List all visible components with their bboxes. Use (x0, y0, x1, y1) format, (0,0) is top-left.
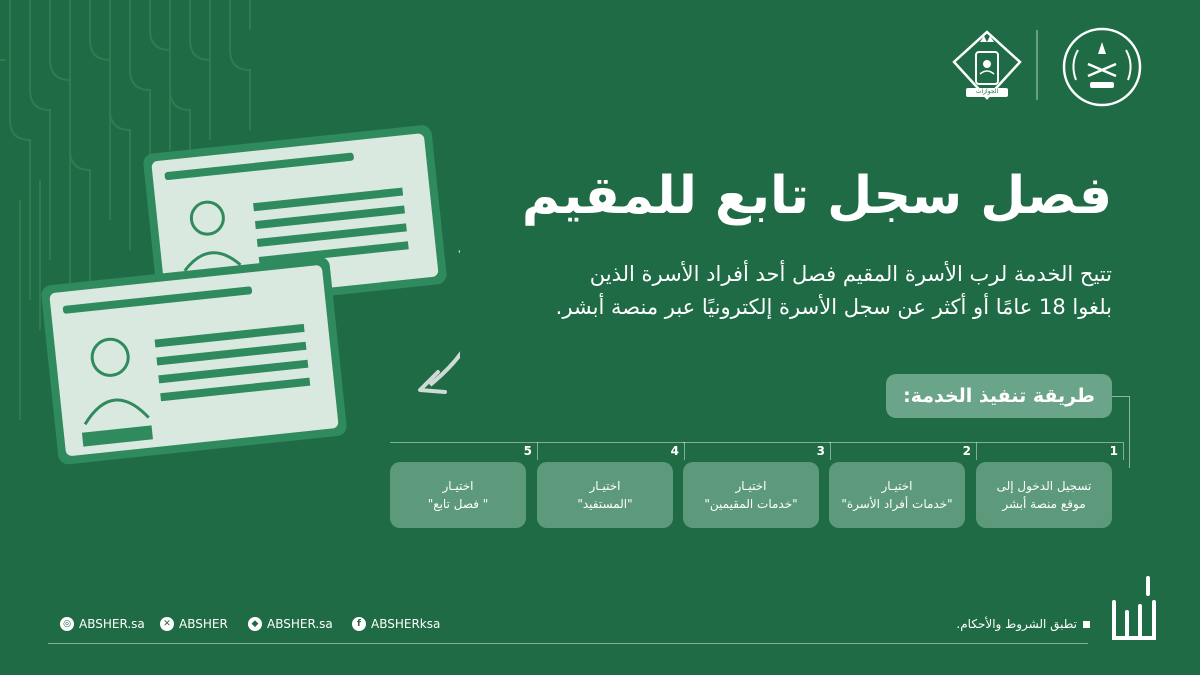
description-line-2: بلغوا 18 عامًا أو أكثر عن سجل الأسرة إلكترونيًا عبر منصة أبشر. (555, 294, 1112, 319)
service-description (472, 258, 1112, 323)
step-4 (537, 442, 685, 528)
step-box (683, 462, 819, 528)
step-connector (537, 442, 685, 460)
step-connector (976, 442, 1124, 460)
step-number: 4 (670, 444, 679, 458)
absher-logo-text (1100, 650, 1170, 659)
step-number: 3 (816, 444, 825, 458)
x-icon: ✕ (160, 617, 174, 631)
step-line-2: موقع منصة أبشر (1002, 497, 1086, 511)
step-line-1: اختيـار (589, 479, 621, 493)
bullet-icon (1083, 621, 1090, 628)
step-number: 1 (1109, 444, 1118, 458)
step-box (976, 462, 1112, 528)
step-line-1: اختيـار (735, 479, 767, 493)
step-number: 2 (962, 444, 971, 458)
step-connector (829, 442, 977, 460)
step-1 (976, 442, 1124, 528)
snapchat-icon: ◆ (248, 617, 262, 631)
step-line-2: "المستفيد" (577, 497, 633, 511)
step-connector (683, 442, 831, 460)
step-5 (390, 442, 538, 528)
page-title: فصل سجل تابع للمقيم (521, 166, 1112, 226)
step-connector (390, 442, 538, 460)
step-line-1: تسجيل الدخول إلى (996, 479, 1092, 493)
step-box (537, 462, 673, 528)
absher-logo-icon (1108, 572, 1160, 652)
social-label: ABSHERksa (371, 617, 441, 631)
logo-divider (1036, 30, 1038, 100)
social-label: ABSHER.sa (267, 617, 333, 631)
passports-emblem-icon (944, 22, 1030, 108)
social-facebook-link[interactable] (352, 617, 440, 631)
social-label: ABSHER.sa (79, 617, 145, 631)
service-method-title: طريقة تنفيذ الخدمة: (886, 374, 1112, 418)
step-line-1: اختيـار (881, 479, 913, 493)
step-line-2: "خدمات أفراد الأسرة" (841, 497, 953, 511)
step-box (390, 462, 526, 528)
globe-icon: ◎ (60, 617, 74, 631)
ministry-of-interior-emblem-icon (1056, 24, 1148, 110)
step-line-2: "خدمات المقيمين" (704, 497, 798, 511)
step-2 (829, 442, 977, 528)
step-number: 5 (523, 444, 532, 458)
government-logos (944, 22, 1164, 112)
social-website-link[interactable] (60, 617, 145, 631)
social-label: ABSHER (179, 617, 228, 631)
terms-text: تطبق الشروط والأحكام. (956, 617, 1077, 631)
description-line-1: تتيح الخدمة لرب الأسرة المقيم فصل أحد أفراد الأسرة الذين (589, 262, 1112, 286)
passports-logo-text: الجوازات (975, 88, 999, 95)
footer-divider (48, 643, 1088, 644)
terms-notice (956, 617, 1090, 631)
step-line-2: " فصل تابع" (427, 497, 489, 511)
facebook-icon: f (352, 617, 366, 631)
social-x-link[interactable] (160, 617, 228, 631)
step-line-1: اختيـار (442, 479, 474, 493)
social-snapchat-link[interactable] (248, 617, 333, 631)
id-cards-illustration (40, 120, 460, 490)
step-3 (683, 442, 831, 528)
step-box (829, 462, 965, 528)
